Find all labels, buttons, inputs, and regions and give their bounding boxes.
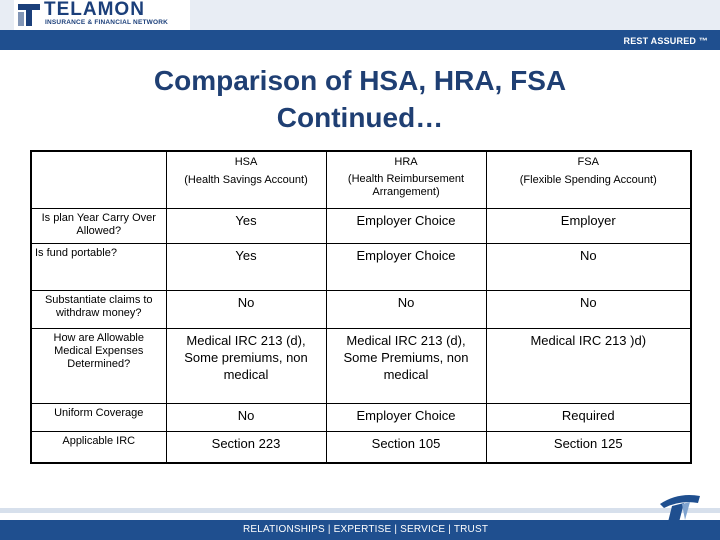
slide-title — [60, 62, 660, 136]
header-corner-cell — [31, 151, 166, 208]
cell-fsa: No — [486, 290, 691, 328]
row-label: Is plan Year Carry Over Allowed? — [31, 208, 166, 243]
header-hra — [326, 151, 486, 208]
cell-hra: Section 105 — [326, 431, 486, 463]
cell-fsa: Required — [486, 403, 691, 431]
row-label: Is fund portable? — [31, 243, 166, 290]
telamon-t-icon — [18, 4, 40, 26]
table-row — [31, 403, 691, 431]
table-row — [31, 243, 691, 290]
table-header-row — [31, 151, 691, 208]
cell-fsa: Section 125 — [486, 431, 691, 463]
cell-hsa: No — [166, 403, 326, 431]
cell-hsa: Yes — [166, 208, 326, 243]
cell-hra: No — [326, 290, 486, 328]
header-hsa — [166, 151, 326, 208]
comparison-table — [30, 150, 692, 464]
table-row — [31, 328, 691, 403]
header-fsa — [486, 151, 691, 208]
cell-hsa: No — [166, 290, 326, 328]
title-line-2: Continued… — [276, 102, 444, 133]
cell-hra: Employer Choice — [326, 208, 486, 243]
table-row — [31, 290, 691, 328]
row-label: Uniform Coverage — [31, 403, 166, 431]
header-full: (Health Reimbursement Arrangement) — [347, 173, 465, 198]
footer-text: RELATIONSHIPS | EXPERTISE | SERVICE | TRUST — [243, 524, 489, 535]
cell-fsa: No — [486, 243, 691, 290]
cell-hsa: Medical IRC 213 (d), Some premiums, non medical — [166, 328, 326, 403]
cell-fsa: Medical IRC 213 )d) — [486, 328, 691, 403]
table-row — [31, 208, 691, 243]
header-abbr: FSA — [577, 156, 599, 168]
cell-hra: Employer Choice — [326, 403, 486, 431]
header-full: (Health Savings Account) — [184, 174, 308, 186]
cell-fsa: Employer — [486, 208, 691, 243]
cell-hra: Employer Choice — [326, 243, 486, 290]
telamon-logo — [14, 0, 190, 30]
row-label: Applicable IRC — [31, 431, 166, 463]
slogan: REST ASSURED ™ — [623, 36, 708, 46]
row-label: How are Allowable Medical Expenses Determined? — [31, 328, 166, 403]
telamon-corner-logo-icon — [654, 490, 704, 528]
header-abbr: HRA — [394, 156, 418, 168]
header-full: (Flexible Spending Account) — [519, 174, 657, 186]
title-line-1: Comparison of HSA, HRA, FSA — [153, 65, 567, 96]
logo-name: TELAMON — [44, 0, 145, 20]
table-row — [31, 431, 691, 463]
cell-hsa: Yes — [166, 243, 326, 290]
footer-accent-line — [0, 508, 720, 513]
cell-hsa: Section 223 — [166, 431, 326, 463]
logo-tagline: INSURANCE & FINANCIAL NETWORK — [45, 19, 169, 26]
cell-hra: Medical IRC 213 (d), Some Premiums, non medical — [326, 328, 486, 403]
row-label: Substantiate claims to withdraw money? — [31, 290, 166, 328]
header-band — [0, 30, 720, 50]
header-abbr: HSA — [234, 156, 258, 168]
